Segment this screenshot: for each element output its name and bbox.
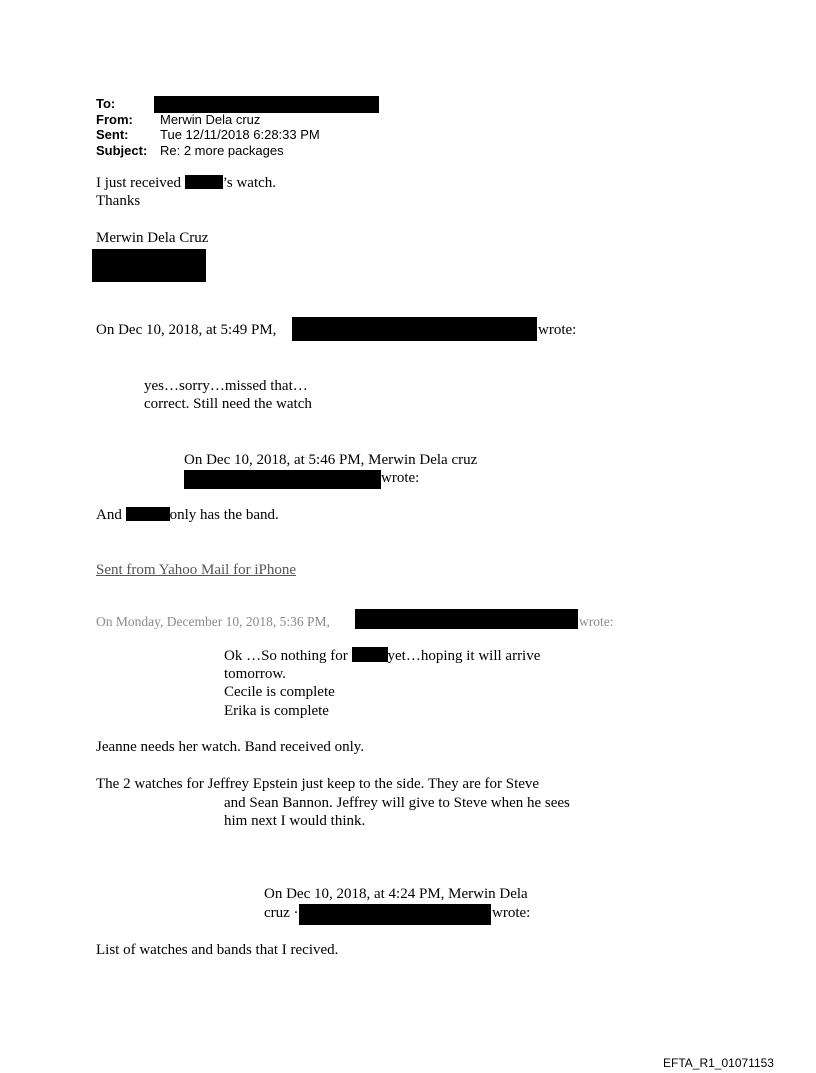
redacted-block [355, 609, 578, 629]
redacted-inline [126, 507, 170, 521]
quote3-line1-pre: Ok …So nothing for [224, 648, 352, 664]
quote1-line2: correct. Still need the watch [144, 396, 312, 412]
quote3-line1 [224, 647, 540, 665]
quote4-wrote: wrote: [492, 905, 531, 921]
redacted-block [184, 470, 381, 489]
epstein-line1: The 2 watches for Jeffrey Epstein just keep to the side. They are for Steve [96, 776, 540, 792]
redacted-block [154, 96, 379, 113]
quote2-band-pre: And [96, 507, 126, 523]
quote3-wrote: wrote: [579, 614, 614, 629]
quote4-line1: On Dec 10, 2018, at 4:24 PM, Merwin Dela [264, 886, 528, 902]
quote1-wrote: wrote: [538, 322, 577, 338]
subject-label: Subject: [96, 143, 148, 158]
quote1-line1: yes…sorry…missed that… [144, 378, 308, 394]
yahoo-mail-link[interactable]: Sent from Yahoo Mail for iPhone [96, 562, 296, 578]
redacted-block [92, 249, 206, 282]
body-line-received-post: ’s watch. [222, 175, 277, 191]
jeanne-line: Jeanne needs her watch. Band received only. [96, 739, 365, 755]
quote3-line2: tomorrow. [224, 666, 286, 682]
redacted-inline [352, 647, 388, 662]
quote3-intro: On Monday, December 10, 2018, 5:36 PM, [96, 614, 330, 629]
quote3-line1-post: yet…hoping it will arrive [387, 648, 541, 664]
body-line-received-pre: I just received [96, 175, 185, 191]
document-id: EFTA_R1_01071153 [663, 1056, 774, 1070]
redacted-inline [185, 175, 223, 189]
quote3-line3: Cecile is complete [224, 684, 335, 700]
quote2-intro: On Dec 10, 2018, at 5:46 PM, Merwin Dela cruz [184, 452, 478, 468]
body-line-thanks: Thanks [96, 193, 141, 209]
body-line-received [96, 174, 276, 192]
quote1-intro: On Dec 10, 2018, at 5:49 PM, [96, 322, 277, 338]
sent-value: Tue 12/11/2018 6:28:33 PM [160, 127, 320, 142]
quote4-line2-pre: cruz · [264, 905, 299, 921]
redacted-block [299, 904, 491, 925]
quote2-band-line [96, 506, 279, 524]
to-label: To: [96, 96, 116, 111]
epstein-line3: him next I would think. [224, 813, 366, 829]
list-line: List of watches and bands that I recived. [96, 942, 339, 958]
subject-value: Re: 2 more packages [160, 143, 284, 158]
epstein-line2: and Sean Bannon. Jeffrey will give to Steve when he sees [224, 795, 570, 811]
quote3-line4: Erika is complete [224, 703, 329, 719]
quote2-wrote: wrote: [381, 470, 420, 486]
signature-name: Merwin Dela Cruz [96, 230, 209, 246]
quote2-band-post: only has the band. [169, 507, 279, 523]
sent-label: Sent: [96, 127, 129, 142]
from-label: From: [96, 112, 133, 127]
redacted-block [292, 317, 537, 341]
from-value: Merwin Dela cruz [160, 112, 261, 127]
